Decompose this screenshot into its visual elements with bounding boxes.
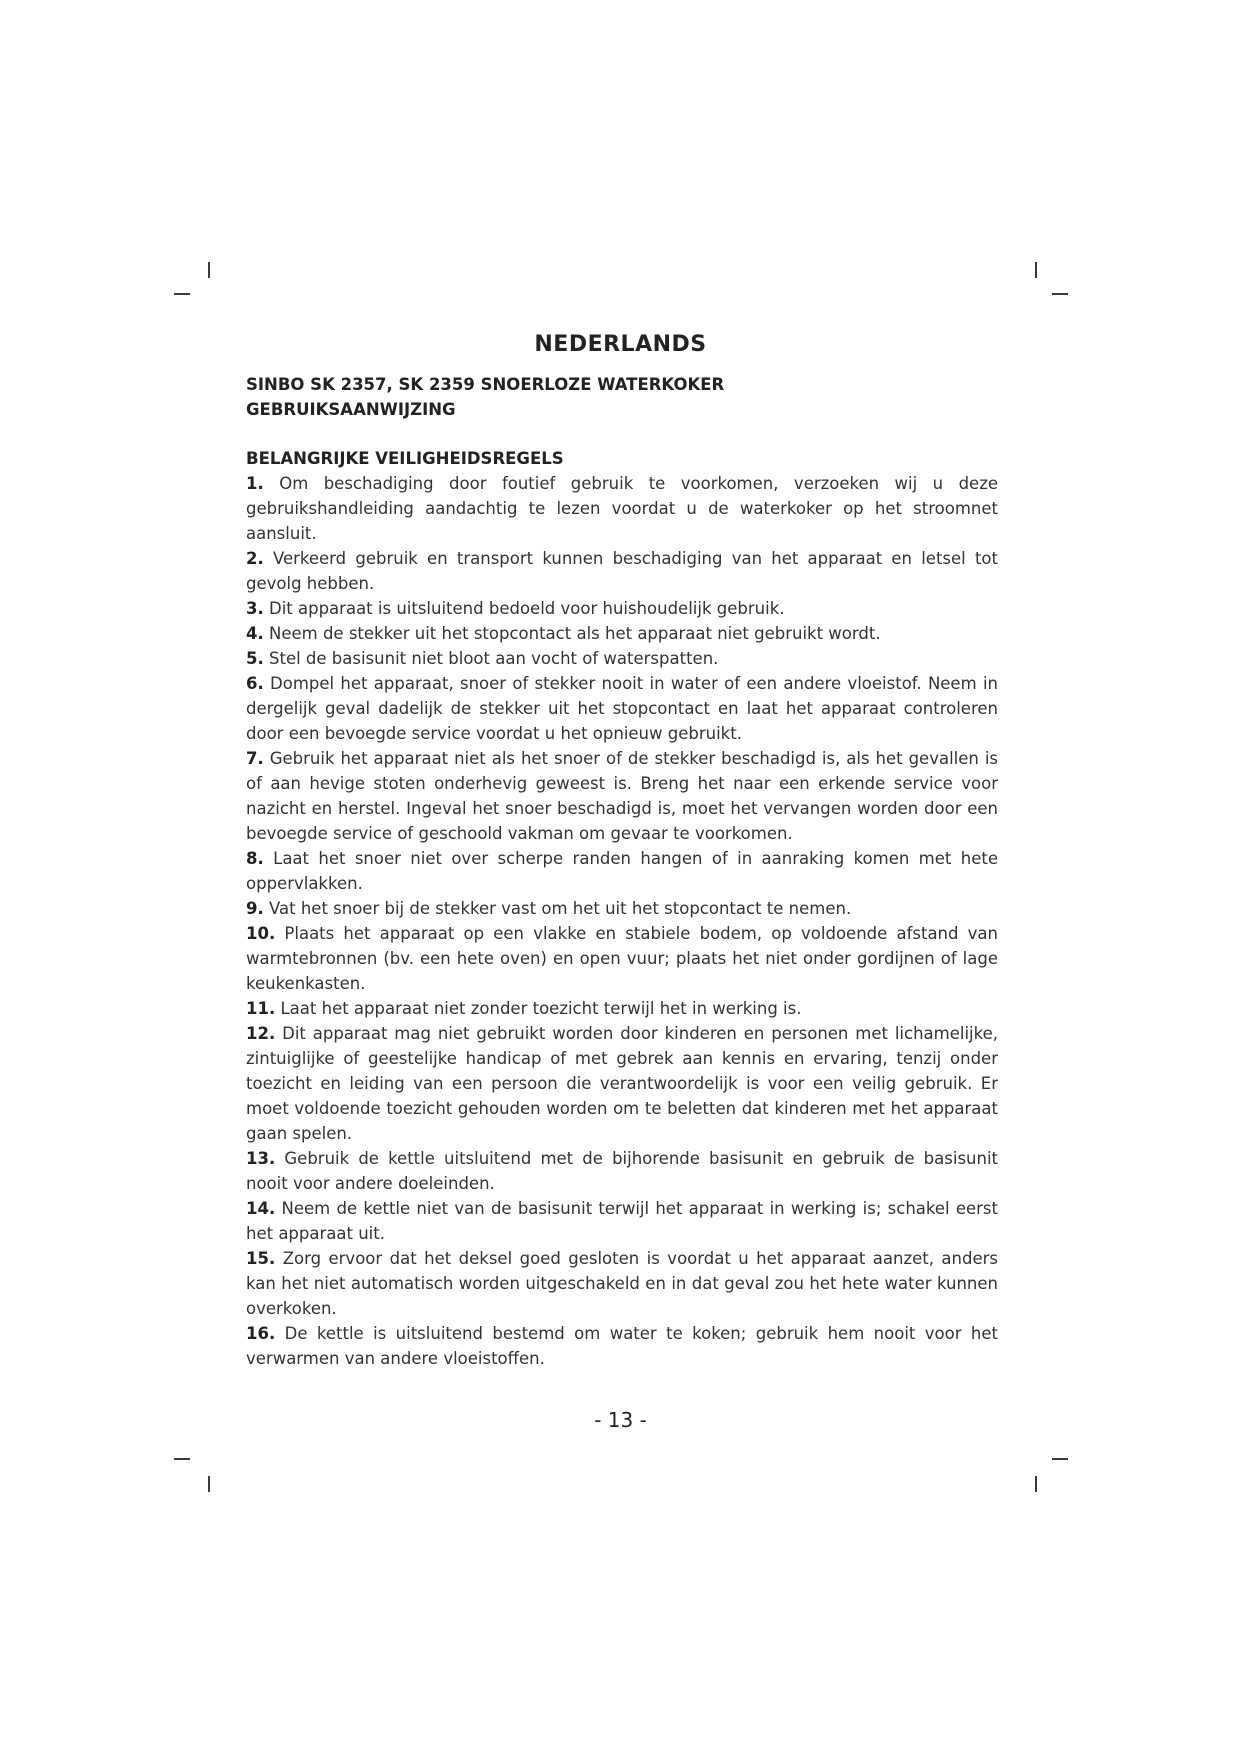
crop-mark-top-right-horizontal — [1052, 293, 1068, 295]
product-line: SINBO SK 2357, SK 2359 SNOERLOZE WATERKOKER — [246, 375, 725, 394]
rule-number: 7. — [246, 749, 264, 768]
safety-rule-item — [246, 546, 998, 596]
rule-text: Vat het snoer bij de stekker vast om het uit het stopcontact te nemen. — [269, 899, 852, 918]
crop-mark-bottom-right-vertical — [1035, 1476, 1037, 1492]
rule-text: Om beschadiging door foutief gebruik te voorkomen, verzoeken wij u deze gebruikshandleiding aandachtig te lezen voordat u de waterkoker op het stroomnet aansluit. — [246, 474, 999, 543]
language-title: NEDERLANDS — [534, 332, 707, 357]
rule-number: 3. — [246, 599, 264, 618]
rule-text: Laat het snoer niet over scherpe randen hangen of in aanraking komen met hete oppervlakken. — [246, 849, 998, 893]
safety-rule-item — [246, 471, 998, 546]
rule-number: 9. — [246, 899, 264, 918]
rule-number: 16. — [246, 1324, 276, 1343]
rule-number: 2. — [246, 549, 264, 568]
safety-rules-section — [246, 446, 998, 1371]
safety-rule-item — [246, 1146, 998, 1196]
rule-number: 14. — [246, 1199, 276, 1218]
rule-text: Neem de stekker uit het stopcontact als het apparaat niet gebruikt wordt. — [269, 624, 881, 643]
rule-text: Neem de kettle niet van de basisunit terwijl het apparaat in werking is; schakel eerst het apparaat uit. — [246, 1199, 998, 1243]
crop-mark-top-left-vertical — [208, 262, 210, 278]
safety-rule-item — [246, 1021, 998, 1146]
rule-number: 15. — [246, 1249, 276, 1268]
rule-text: Gebruik het apparaat niet als het snoer of de stekker beschadigd is, als het gevallen is of aan hevige stoten onderhevig geweest is. Breng het naar een erkende service voor nazicht en herstel. Ingeval het snoer beschadigd is, moet het vervangen worden door een bevoegde service of geschoold vakman om gevaar te voorkomen. — [246, 749, 998, 843]
crop-mark-top-right-vertical — [1035, 262, 1037, 278]
rule-text: De kettle is uitsluitend bestemd om water te koken; gebruik hem nooit voor het verwarmen van andere vloeistoffen. — [246, 1324, 998, 1368]
manual-label: GEBRUIKSAANWIJZING — [246, 400, 456, 419]
crop-mark-bottom-right-horizontal — [1052, 1458, 1068, 1460]
rule-number: 10. — [246, 924, 276, 943]
safety-rule-item — [246, 896, 998, 921]
rule-text: Plaats het apparaat op een vlakke en stabiele bodem, op voldoende afstand van warmtebronnen (bv. een hete oven) en open vuur; plaats het niet onder gordijnen of lage keukenkasten. — [246, 924, 998, 993]
rule-number: 11. — [246, 999, 276, 1018]
rule-number: 8. — [246, 849, 264, 868]
rule-text: Stel de basisunit niet bloot aan vocht of waterspatten. — [269, 649, 719, 668]
safety-rule-item — [246, 1246, 998, 1321]
rule-text: Dit apparaat mag niet gebruikt worden door kinderen en personen met lichamelijke, zintuiglijke of geestelijke handicap of met gebrek aan kennis en ervaring, tenzij onder toezicht en leiding van een persoon die verantwoordelijk is voor een veilig gebruik. Er moet voldoende toezicht gehouden worden om te beletten dat kinderen met het apparaat gaan spelen. — [246, 1024, 998, 1143]
crop-mark-top-left-horizontal — [174, 293, 190, 295]
safety-rule-item — [246, 621, 998, 646]
crop-mark-bottom-left-horizontal — [174, 1458, 190, 1460]
section-heading: BELANGRIJKE VEILIGHEIDSREGELS — [246, 449, 564, 468]
rule-text: Laat het apparaat niet zonder toezicht terwijl het in werking is. — [280, 999, 802, 1018]
safety-rule-item — [246, 671, 998, 746]
rule-number: 5. — [246, 649, 264, 668]
page-number: - 13 - — [594, 1408, 647, 1432]
safety-rule-item — [246, 746, 998, 846]
safety-rule-item — [246, 646, 998, 671]
rule-text: Verkeerd gebruik en transport kunnen beschadiging van het apparaat en letsel tot gevolg hebben. — [246, 549, 998, 593]
safety-rule-item — [246, 1196, 998, 1246]
document-heading — [246, 372, 724, 422]
rule-number: 6. — [246, 674, 264, 693]
rule-text: Dit apparaat is uitsluitend bedoeld voor huishoudelijk gebruik. — [269, 599, 785, 618]
rule-number: 1. — [246, 474, 264, 493]
safety-rule-item — [246, 596, 998, 621]
safety-rule-item — [246, 996, 998, 1021]
rule-number: 12. — [246, 1024, 276, 1043]
safety-rule-item — [246, 846, 998, 896]
rule-text: Zorg ervoor dat het deksel goed gesloten is voordat u het apparaat aanzet, anders kan het niet automatisch worden uitgeschakeld en in dat geval zou het hete water kunnen overkoken. — [246, 1249, 998, 1318]
safety-rule-item — [246, 921, 998, 996]
safety-rules-list — [246, 471, 998, 1371]
crop-mark-bottom-left-vertical — [208, 1476, 210, 1492]
rule-number: 4. — [246, 624, 264, 643]
safety-rule-item — [246, 1321, 998, 1371]
rule-number: 13. — [246, 1149, 276, 1168]
rule-text: Dompel het apparaat, snoer of stekker nooit in water of een andere vloeistof. Neem in dergelijk geval dadelijk de stekker uit het stopcontact en laat het apparaat controleren door een bevoegde service voordat u het opnieuw gebruikt. — [246, 674, 998, 743]
rule-text: Gebruik de kettle uitsluitend met de bijhorende basisunit en gebruik de basisunit nooit voor andere doeleinden. — [246, 1149, 999, 1193]
